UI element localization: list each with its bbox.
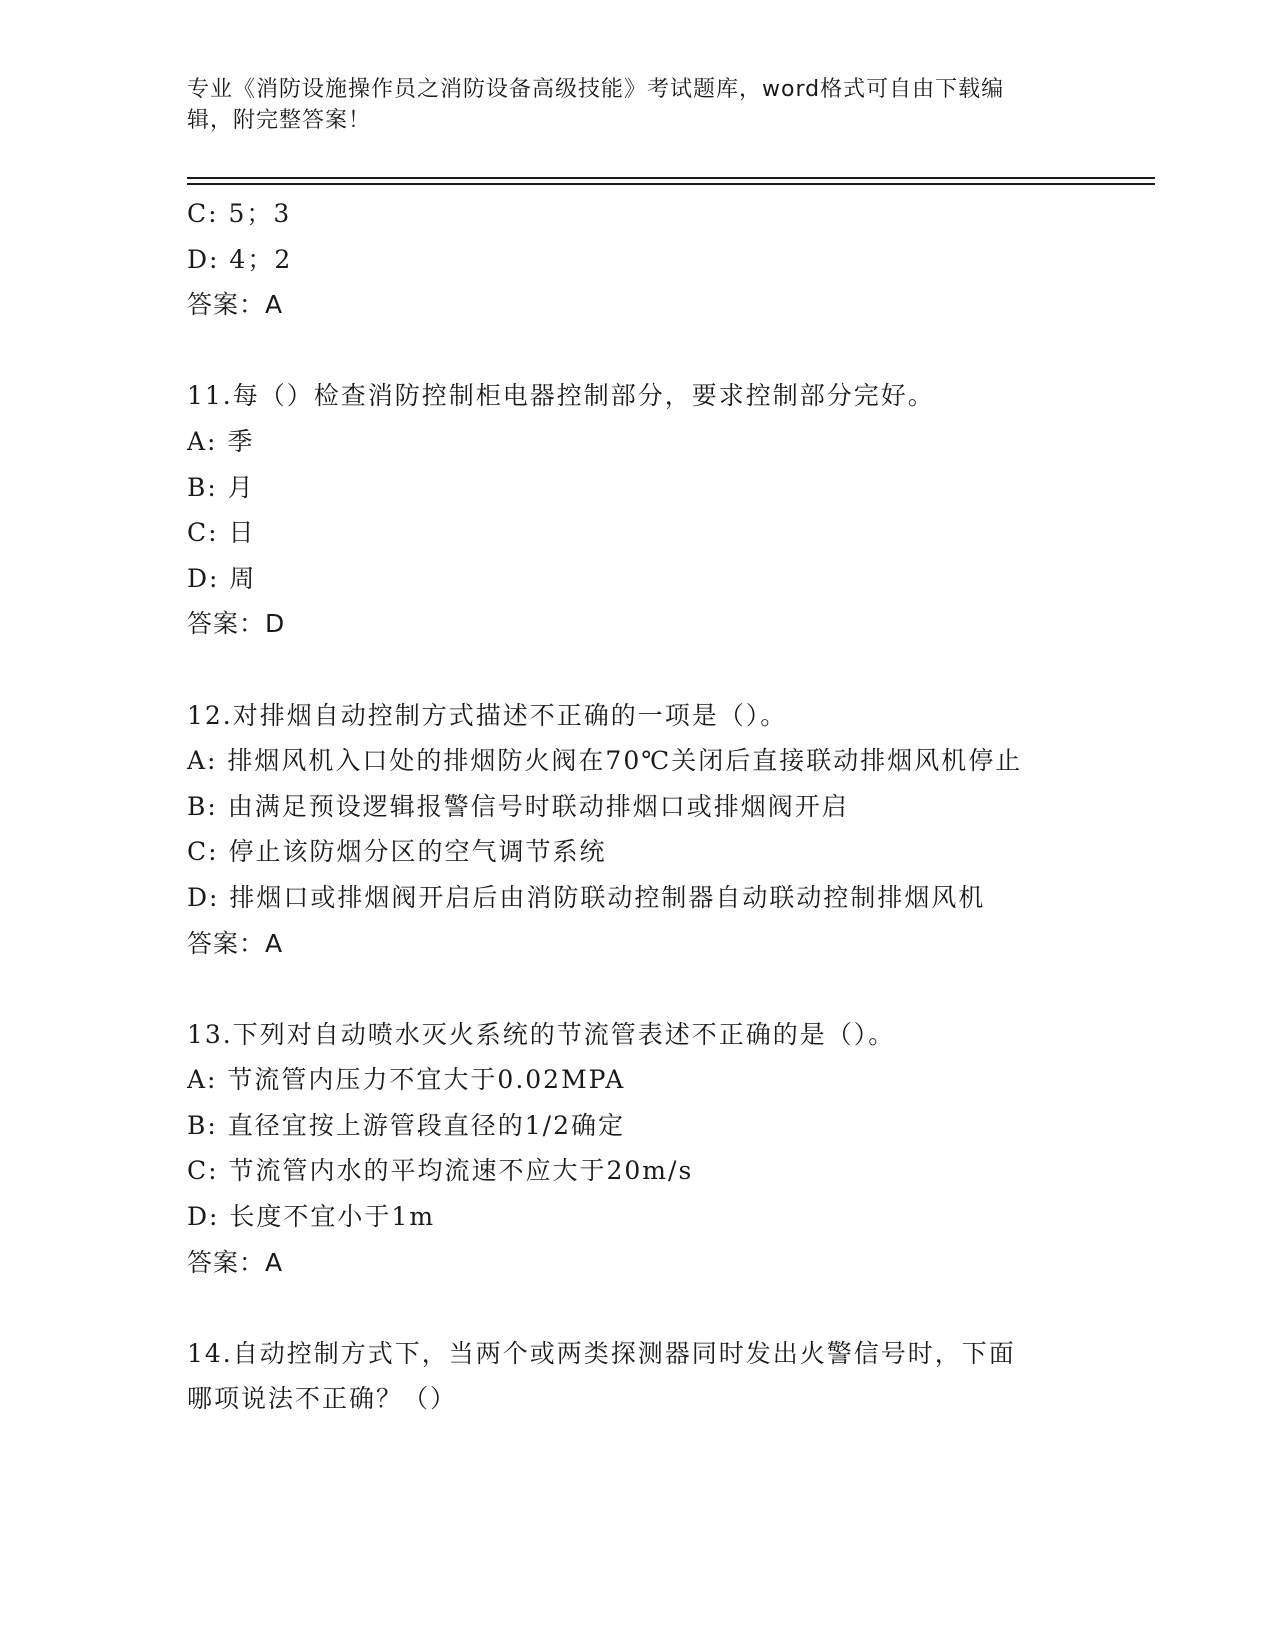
question-block-prev bbox=[187, 191, 1087, 328]
option-a: A: 季 bbox=[187, 426, 255, 456]
question-block-11 bbox=[187, 373, 1087, 647]
spacer bbox=[187, 1285, 1087, 1331]
option-a: A: 排烟风机入口处的排烟防火阀在70℃关闭后直接联动排烟风机停止 bbox=[187, 746, 1023, 776]
header-divider-bottom bbox=[187, 183, 1155, 185]
option-d: D: 排烟口或排烟阀开启后由消防联动控制器自动联动控制排烟风机 bbox=[187, 882, 986, 912]
spacer bbox=[187, 647, 1087, 693]
question-stem: 12.对排烟自动控制方式描述不正确的一项是（）。 bbox=[187, 700, 788, 730]
answer-line: 答案：A bbox=[187, 290, 284, 320]
question-stem-line-2: 哪项说法不正确？（） bbox=[187, 1384, 458, 1414]
option-d: D: 周 bbox=[187, 563, 257, 593]
question-stem: 11.每（）检查消防控制柜电器控制部分，要求控制部分完好。 bbox=[187, 381, 935, 411]
option-d: D: 长度不宜小于1m bbox=[187, 1202, 436, 1232]
question-block-12 bbox=[187, 693, 1087, 967]
option-c: C: 节流管内水的平均流速不应大于20m/s bbox=[187, 1156, 694, 1186]
spacer bbox=[187, 966, 1087, 1012]
answer-line: 答案：A bbox=[187, 928, 284, 958]
question-stem-line-1: 14.自动控制方式下，当两个或两类探测器同时发出火警信号时，下面 bbox=[187, 1338, 1016, 1368]
option-b: B: 直径宜按上游管段直径的1/2确定 bbox=[187, 1110, 625, 1140]
answer-line: 答案：A bbox=[187, 1247, 284, 1277]
option-c: C: 停止该防烟分区的空气调节系统 bbox=[187, 837, 607, 867]
spacer bbox=[187, 328, 1087, 374]
option-b: B: 由满足预设逻辑报警信号时联动排烟口或排烟阀开启 bbox=[187, 791, 849, 821]
question-block-13 bbox=[187, 1012, 1087, 1286]
header-line-2: 辑，附完整答案！ bbox=[187, 108, 372, 133]
header-line-1: 专业《消防设施操作员之消防设备高级技能》考试题库，word格式可自由下载编 bbox=[187, 77, 1005, 102]
option-c: C: 日 bbox=[187, 518, 256, 548]
question-list bbox=[187, 191, 1087, 1422]
document-header bbox=[187, 74, 1067, 136]
option-a: A: 节流管内压力不宜大于0.02MPA bbox=[187, 1065, 626, 1095]
header-divider-top bbox=[187, 177, 1155, 179]
answer-line: 答案：D bbox=[187, 609, 286, 639]
option-c: C: 5；3 bbox=[187, 199, 292, 228]
option-b: B: 月 bbox=[187, 472, 255, 502]
option-d: D: 4；2 bbox=[187, 244, 293, 274]
question-stem: 13.下列对自动喷水灭火系统的节流管表述不正确的是（）。 bbox=[187, 1019, 896, 1049]
question-block-14 bbox=[187, 1331, 1087, 1422]
